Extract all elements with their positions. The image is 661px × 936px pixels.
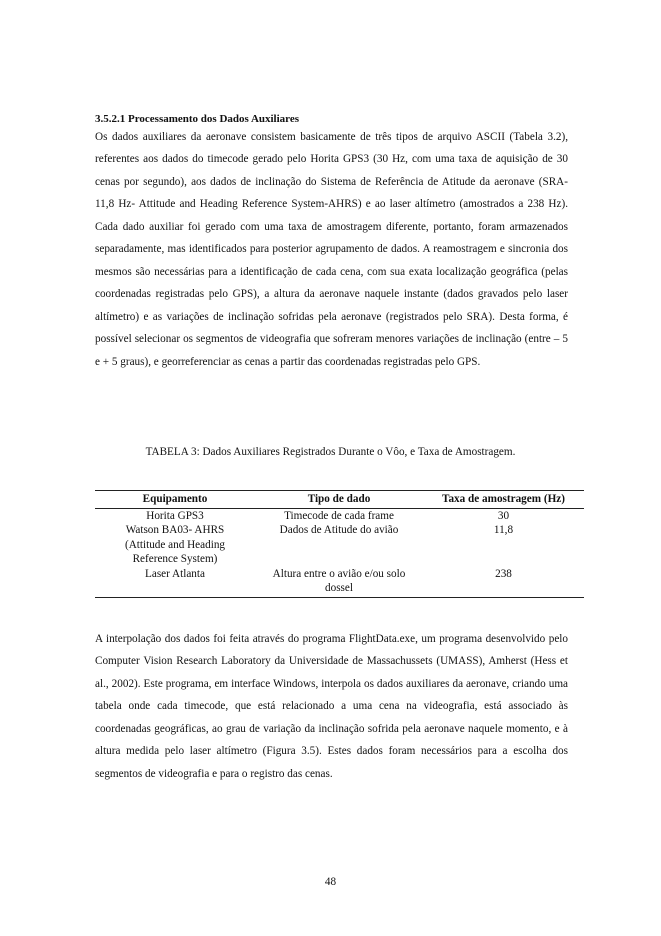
- section-heading: 3.5.2.1 Processamento dos Dados Auxiliares: [95, 113, 300, 125]
- table-header-row: [95, 491, 584, 509]
- cell-data-type: [255, 567, 423, 598]
- cell-equipment: [95, 508, 255, 523]
- cell-line: Watson BA03- AHRS: [125, 524, 225, 536]
- table-row: [95, 523, 584, 567]
- cell-line: Horita GPS3: [146, 509, 204, 522]
- cell-equipment: [95, 567, 255, 598]
- cell-line: Timecode de cada frame: [284, 509, 394, 522]
- page-number: 48: [324, 876, 337, 888]
- header-equipment: Equipamento: [95, 491, 255, 509]
- cell-rate: 11,8: [493, 524, 514, 536]
- cell-line: Altura entre o avião e/ou solo: [272, 567, 406, 580]
- table-row: [95, 508, 584, 523]
- cell-rate: 238: [423, 567, 584, 598]
- cell-line: Laser Atlanta: [145, 567, 205, 580]
- auxiliary-data-table: [95, 490, 584, 598]
- cell-rate: 30: [497, 509, 510, 522]
- cell-data-type: [255, 523, 423, 567]
- paragraph-auxiliary-data: Os dados auxiliares da aeronave consistem basicamente de três tipos de arquivo ASCII (Tabela 3.2), referentes aos dados do timecode gerado pelo Horita GPS3 (30 Hz, com uma taxa de aquisição de 30 cenas por segundo), aos dados de inclinação do Sistema de Referência de Atitude da aeronave (SRA- 11,8 Hz- Attitude and Heading Reference System-AHRS) e ao laser altímetro (amostrados a 238 Hz). Cada dado auxiliar foi gerado com uma taxa de amostragem diferente, portanto, foram armazenados separadamente, mas identificados para posterior agrupamento de dados. A reamostragem e sincronia dos mesmos são necessárias para a identificação de cada cena, com sua exata localização geográfica (pelas coordenadas registradas pelo GPS), a altura da aeronave naquele instante (dados gravados pelo laser altímetro) e as variações de inclinação sofridas pela aeronave (registrados pelo SRA). Desta forma, é possível selecionar os segmentos de videografia que sofreram menores variações de inclinação (entre – 5 e + 5 graus), e georreferenciar as cenas a partir das coordenadas registradas pelo GPS.: [95, 131, 568, 368]
- header-sampling-rate: Taxa de amostragem (Hz): [423, 491, 584, 509]
- table-row: [95, 567, 584, 598]
- cell-line: dossel: [325, 582, 353, 594]
- table-caption: TABELA 3: Dados Auxiliares Registrados Durante o Vôo, e Taxa de Amostragem.: [145, 446, 516, 458]
- cell-data-type: [255, 508, 423, 523]
- header-data-type: Tipo de dado: [255, 491, 423, 509]
- paragraph-interpolation: A interpolação dos dados foi feita através do programa FlightData.exe, um programa desenvolvido pelo Computer Vision Research Laboratory da Universidade de Massachussets (UMASS), Amherst (Hess et al., 2002). Este programa, em interface Windows, interpola os dados auxiliares da aeronave, criando uma tabela onde cada timecode, que está relacionado a uma cena na videografia, está associado às coordenadas geográficas, ao grau de variação da inclinação sofrida pela aeronave naquele momento, e à altura medida pelo laser altímetro (Figura 3.5). Estes dados foram necessários para a escolha dos segmentos de videografia e para o registro das cenas.: [95, 633, 568, 780]
- cell-line: (Attitude and Heading: [124, 538, 226, 551]
- cell-equipment: [95, 523, 255, 567]
- cell-line: Dados de Atitude do avião: [279, 524, 399, 536]
- cell-line: Reference System): [132, 553, 218, 565]
